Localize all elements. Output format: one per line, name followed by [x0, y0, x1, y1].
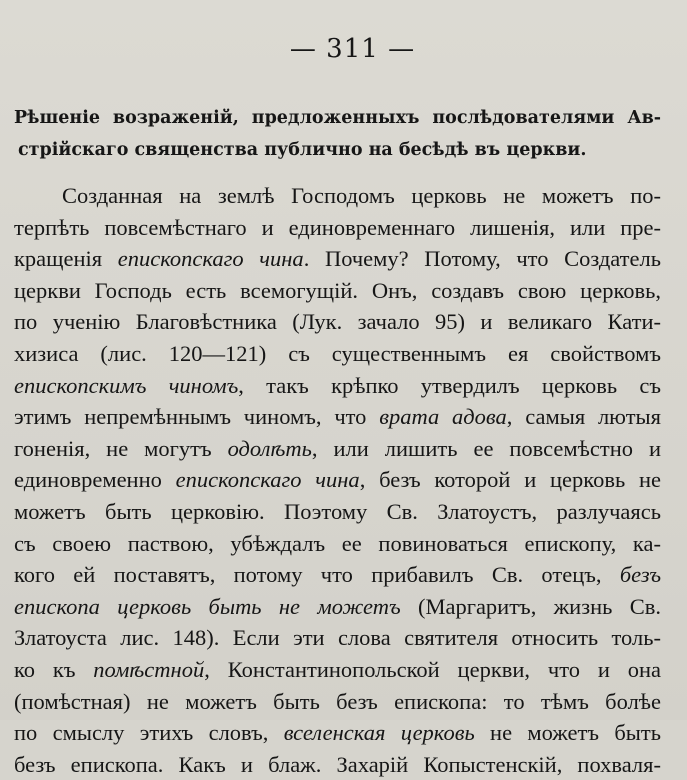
body-paragraph: [14, 180, 661, 780]
text-line: [14, 654, 661, 686]
text-line: [14, 717, 661, 749]
text-run: гоненія, не могутъ: [14, 435, 228, 461]
text-line: [14, 749, 661, 780]
italic-phrase: безъ: [619, 562, 661, 588]
text-run: кого ей поставятъ, потому что прибавилъ Св. отецъ,: [14, 562, 620, 588]
text-run: единовременно: [14, 467, 176, 493]
italic-phrase: епископскаго чина: [117, 246, 304, 272]
text-line: [14, 464, 661, 496]
text-run: (Маргаритъ, жизнь Св.: [400, 593, 661, 619]
text-run: хизиса (лис. 120—121) съ существеннымъ ея свойствомъ: [14, 340, 661, 366]
text-line: [14, 622, 661, 654]
text-line: [14, 496, 661, 528]
text-line: [14, 433, 661, 465]
text-run: можетъ быть церковію. Поэтому Св. Златоустъ, разлучаясь: [14, 498, 661, 524]
text-line: [14, 306, 661, 338]
italic-phrase: епископскимъ чиномъ: [14, 372, 239, 398]
text-run: съ своею паствою, убѣждалъ ее повиноваться епископу, ка-: [14, 530, 661, 556]
text-line: [14, 243, 661, 275]
text-run: безъ епископа. Какъ и блаж. Захарій Копыстенскій, похваля-: [14, 751, 661, 777]
text-line: [14, 686, 661, 718]
text-run: , такъ крѣпко утвердилъ церковь съ: [238, 372, 661, 398]
italic-phrase: вселенская церковь: [283, 720, 475, 746]
text-line: [14, 591, 661, 623]
text-run: , Константинопольской церкви, что и она: [204, 656, 661, 682]
text-run: кращенія: [14, 246, 118, 272]
text-line: [14, 275, 661, 307]
italic-phrase: врата адова: [379, 404, 507, 430]
text-run: церкви Господь есть всемогущій. Онъ, создавъ свою церковь,: [14, 277, 661, 303]
text-line: [14, 559, 661, 591]
text-run: по смыслу этихъ словъ,: [14, 720, 284, 746]
text-line: [14, 401, 661, 433]
text-run: не можетъ быть: [474, 720, 661, 746]
italic-phrase: помѣстной: [93, 656, 205, 682]
text-run: . Почему? Потому, что Создатель: [303, 246, 661, 272]
text-line: [14, 212, 661, 244]
italic-phrase: одолѣть: [227, 435, 312, 461]
text-line: [14, 370, 661, 402]
italic-phrase: епископа церковь быть не можетъ: [14, 593, 401, 619]
page-number: — 311 —: [289, 34, 416, 64]
text-run: Златоуста лис. 148). Если эти слова святителя относить толь-: [14, 625, 661, 651]
heading-line: стрійскаго священства публично на бесѣдѣ въ церкви.: [18, 140, 587, 160]
text-line: [14, 338, 661, 370]
text-run: , самыя лютыя: [506, 404, 661, 430]
text-run: , безъ которой и церковь не: [359, 467, 661, 493]
text-run: Созданная на землѣ Господомъ церковь не можетъ по-: [62, 183, 661, 208]
text-run: (помѣстная) не можетъ быть безъ епископа: то тѣмъ болѣе: [14, 688, 661, 714]
text-line: [14, 528, 661, 560]
italic-phrase: епископскаго чина: [175, 467, 360, 493]
text-run: этимъ непремѣннымъ чиномъ, что: [14, 404, 380, 430]
text-line: [14, 180, 661, 212]
section-heading: [14, 102, 661, 166]
text-run: по ученію Благовѣстника (Лук. зачало 95) и великаго Кати-: [14, 309, 661, 335]
text-run: терпѣть повсемѣстнаго и единовременнаго лишенія, или пре-: [14, 214, 661, 240]
text-run: ко къ: [14, 656, 94, 682]
text-run: , или лишить ее повсемѣстно и: [311, 435, 661, 461]
heading-line: Рѣшеніе возраженій, предложенныхъ послѣдователями Ав-: [14, 108, 661, 128]
